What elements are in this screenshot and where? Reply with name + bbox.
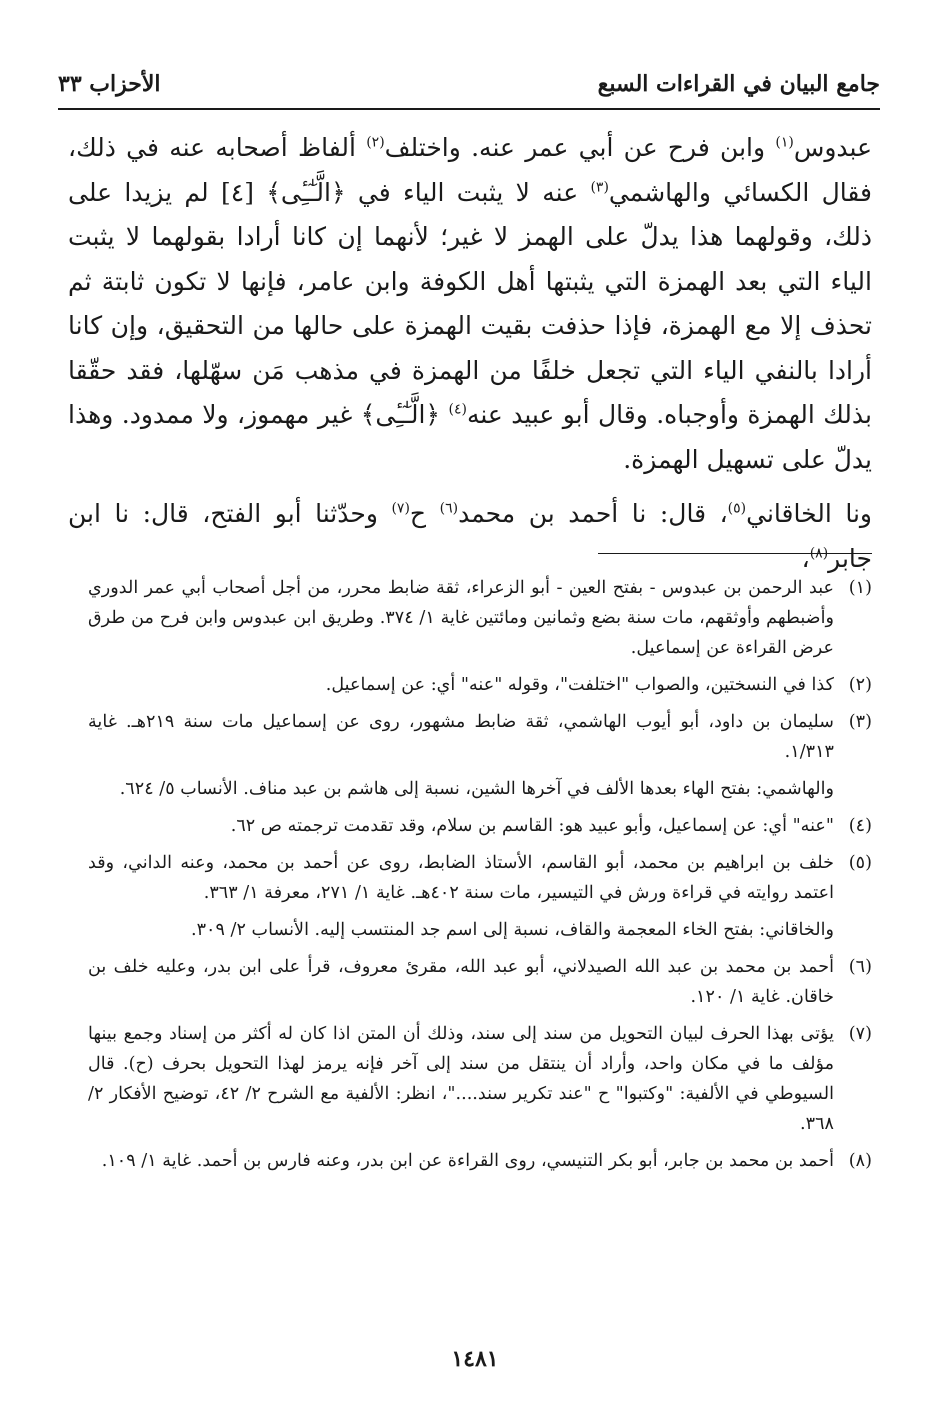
footnote-8 (88, 1146, 872, 1176)
footnote-number: (٨) (848, 1151, 872, 1171)
footnote-ref-2: (٢) (366, 134, 385, 151)
footnote-number: (٣) (848, 712, 872, 732)
text-run: ح (409, 499, 440, 528)
footnote-text: خلف بن ابراهيم بن محمد، أبو القاسم، الأستاذ الضابط، روى عن أحمد بن محمد، وعنه الداني، وقد اعتمد روايته في قراءة ورش في التيسير، مات سنة ٤٠٢هـ. غاية ١/ ٢٧١، معرفة ١/ ٣٦٣. (88, 853, 834, 903)
text-run: ، (801, 543, 810, 573)
footnote-7 (88, 1019, 872, 1139)
book-title: جامع البيان في القراءات السبع (597, 71, 880, 97)
footnote-text: أحمد بن محمد بن جابر، أبو بكر التنيسي، روى القراءة عن ابن بدر، وعنه فارس بن أحمد. غاية ١/ ١٠٩. (101, 1151, 834, 1171)
main-text (68, 126, 872, 581)
footnote-number: (٦) (848, 957, 872, 977)
footnote-ref-3: (٣) (590, 179, 609, 196)
footnote-3 (88, 707, 872, 767)
footnote-ref-8: (٨) (809, 545, 829, 562)
text-run: ﴿الَّـٰٓـِٔى﴾ غير مهموز، ولا ممدود. وهذا يدلّ على تسهيل الهمزة. (68, 400, 872, 474)
footnote-number: (٢) (848, 675, 872, 695)
footnote-ref-5: (٥) (727, 500, 747, 517)
footnote-1 (88, 573, 872, 663)
footnotes (88, 573, 872, 1183)
footnote-4 (88, 811, 872, 841)
text-run: وحدّثنا أبو الفتح، قال: نا ابن جابر (68, 499, 872, 573)
footnote-text: سليمان بن داود، أبو أيوب الهاشمي، ثقة ضابط مشهور، روى عن إسماعيل مات سنة ٢١٩هـ. غاية ١/٣١٣. (88, 712, 834, 762)
footnote-5-continuation: والخاقاني: بفتح الخاء المعجمة والقاف، نسبة إلى اسم جد المنتسب إليه. الأنساب ٢/ ٣٠٩. (191, 920, 834, 940)
text-run: وابن فرح عن أبي عمر عنه. واختلف (384, 133, 776, 162)
paragraph-2 (68, 492, 872, 581)
footnote-number: (٧) (848, 1024, 872, 1044)
footnote-ref-1: (١) (775, 134, 794, 151)
text-run: عبدوس (793, 133, 872, 162)
footnote-number: (٥) (848, 853, 872, 873)
text-run: ، قال: نا أحمد بن محمد (458, 499, 728, 528)
section-title: الأحزاب ٣٣ (58, 71, 161, 97)
footnote-text: كذا في النسختين، والصواب "اختلفت"، وقوله "عنه" أي: عن إسماعيل. (325, 675, 834, 695)
footnote-text: يؤتى بهذا الحرف لبيان التحويل من سند إلى سند، وذلك أن المتن اذا كان له أكثر من إسناد وجمع بينها مؤلف ما في مكان واحد، وأراد أن ينتقل من سند إلى آخر فإنه يرمز لهذا التحويل بحرف (ح). قال السيوطي في الألفية: "وكتبوا" ح "عند تكرير سند...."، انظر: الألفية مع الشرح ٢/ ٤٢، توضيح الأفكار ٢/ ٣٦٨. (88, 1024, 834, 1134)
text-run: ونا الخاقاني (746, 499, 872, 528)
text-run: ألفاظ أصحابه عنه في ذلك، فقال الكسائي والهاشمي (68, 133, 872, 207)
footnote-rule (598, 553, 872, 554)
footnote-text: عبد الرحمن بن عبدوس - بفتح العين - أبو الزعراء، ثقة ضابط محرر، من أجل أصحاب أبي عمر الدوري وأضبطهم وأوثقهم، مات سنة بضع وثمانين ومائتين غاية ١/ ٣٧٤. وطريق ابن عبدوس وابن فرح من طرق عرض القراءة عن إسماعيل. (88, 578, 834, 658)
footnote-5 (88, 848, 872, 908)
footnote-text: "عنه" أي: عن إسماعيل، وأبو عبيد هو: القاسم بن سلام، وقد تقدمت ترجمته ص ٦٢. (230, 816, 834, 836)
text-run: عنه لا يثبت الياء في ﴿الَّـٰٓـِٔى﴾ [٤] لم يزيدا على ذلك، وقولهما هذا يدلّ على الهمز لا غير؛ لأنهما إن كانا أرادا بقولهما لا يثبت الياء التي بعد الهمزة التي يثبتها أهل الكوفة وابن عامر، فإنها لا تكون ثابتة ثم تحذف إلا مع الهمزة، فإذا حذفت بقيت الهمزة على حالها من التحقيق، وإن كانا أرادا بالنفي الياء التي تجعل خلفًا من الهمزة في مذهب مَن سهّلها، فقد حقّقا بذلك الهمزة وأوجباه. وقال أبو عبيد عنه (68, 177, 873, 429)
footnote-3-continuation: والهاشمي: بفتح الهاء بعدها الألف في آخرها الشين، نسبة إلى هاشم بن عبد مناف. الأنساب ٥/ ٦٢٤. (119, 779, 834, 799)
header-rule (58, 108, 880, 110)
footnote-ref-6: (٦) (439, 500, 459, 517)
footnote-number: (١) (848, 578, 872, 598)
footnote-ref-4: (٤) (448, 401, 467, 418)
page-number: ١٤٨١ (451, 1346, 499, 1372)
footnote-text: أحمد بن محمد بن عبد الله الصيدلاني، أبو عبد الله، مقرئ معروف، قرأ على ابن بدر، وعليه خلف بن خاقان. غاية ١/ ١٢٠. (88, 957, 834, 1007)
paragraph-1 (68, 126, 872, 482)
footnote-6 (88, 952, 872, 1012)
footnote-ref-7: (٧) (391, 500, 410, 517)
running-header (58, 62, 880, 106)
footnote-2 (88, 670, 872, 700)
footnote-number: (٤) (848, 816, 872, 836)
